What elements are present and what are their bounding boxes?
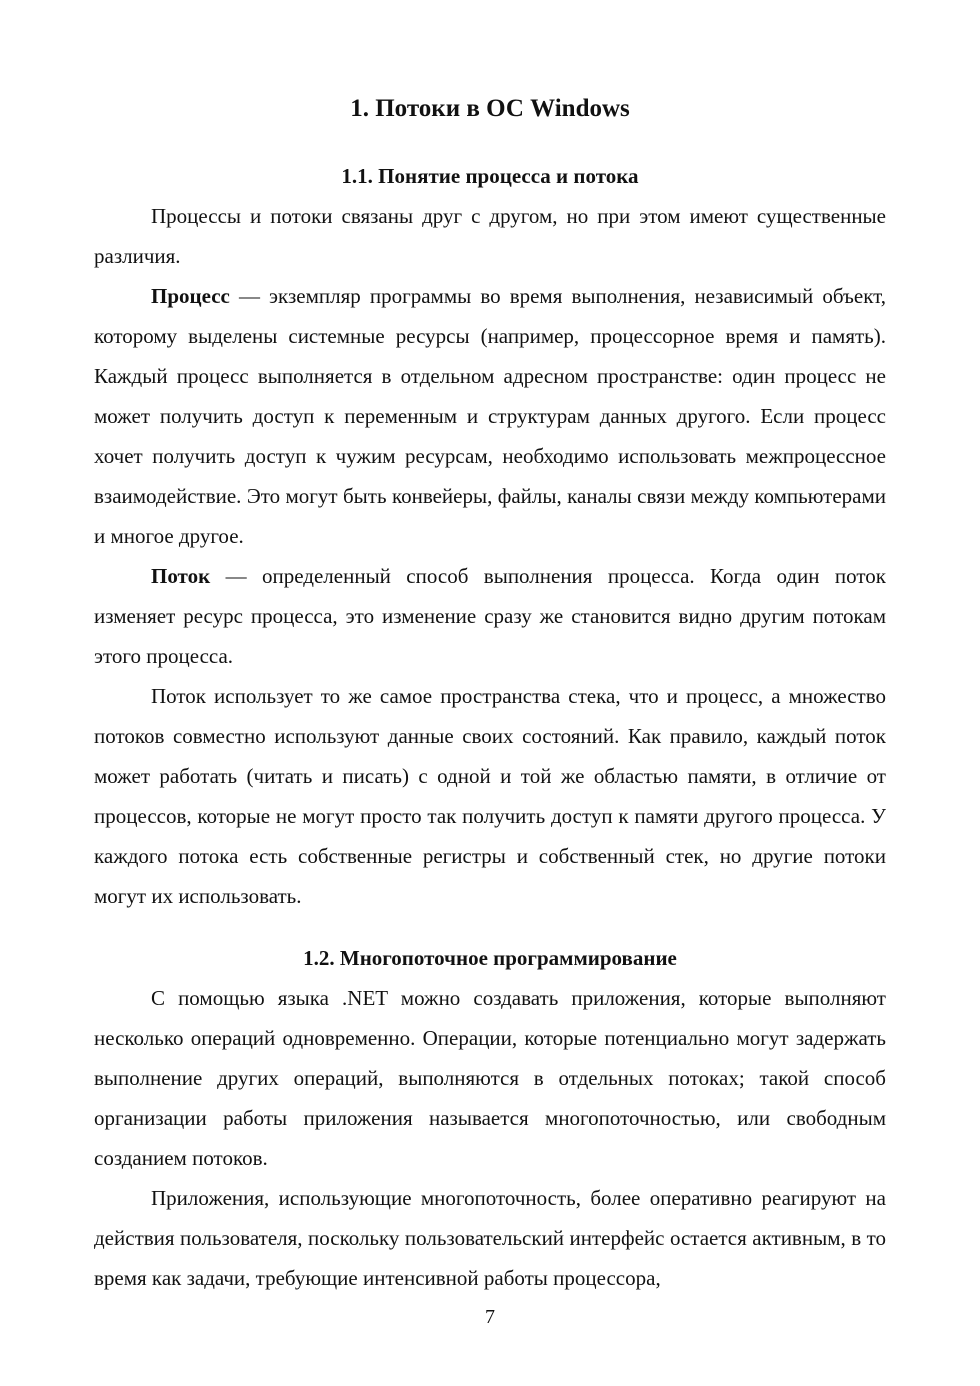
section-title-1-2: 1.2. Многопоточное программирование [303, 946, 677, 970]
paragraph-multithreading-net: С помощью языка .NET можно создавать приложения, которые выполняют несколько операций одновременно. Операции, которые потенциально могут задержать выполнение других операций, выполняются в отдельных потоках; такой способ организации работы приложения называется многопоточностью, или свободным созданием потоков. [94, 986, 886, 1170]
thread-definition-text: — определенный способ выполнения процесса. Когда один поток изменяет ресурс процесса, это изменение сразу же становится видно другим потокам этого процесса. [94, 564, 886, 668]
page-number: 7 [485, 1306, 495, 1328]
term-thread: Поток [151, 564, 211, 588]
process-definition-text: — экземпляр программы во время выполнения, независимый объект, которому выделены системные ресурсы (например, процессорное время и память). Каждый процесс выполняется в отдельном адресном пространстве: один процесс не может получить доступ к переменным и структурам данных другого. Если процесс хочет получить доступ к чужим ресурсам, необходимо использовать межпроцессное взаимодействие. Это могут быть конвейеры, файлы, каналы связи между компьютерами и многое другое. [94, 284, 886, 548]
section-title-1-1: 1.1. Понятие процесса и потока [341, 164, 639, 188]
paragraph-intro: Процессы и потоки связаны друг с другом, но при этом имеют существенные различия. [94, 204, 886, 268]
paragraph-process-definition [94, 276, 886, 556]
chapter-title: 1. Потоки в ОС Windows [350, 95, 630, 122]
page-content [94, 88, 886, 1298]
paragraph-thread-stack: Поток использует то же самое пространства стека, что и процесс, а множество потоков совместно используют данные своих состояний. Как правило, каждый поток может работать (читать и писать) с одной и той же областью памяти, в отличие от процессов, которые не могут просто так получить доступ к памяти другого процесса. У каждого потока есть собственные регистры и собственный стек, но другие потоки могут их использовать. [94, 684, 886, 908]
term-process: Процесс [151, 284, 230, 308]
paragraph-multithreading-benefits: Приложения, использующие многопоточность, более оперативно реагируют на действия пользователя, поскольку пользовательский интерфейс остается активным, в то время как задачи, требующие интенсивной работы процессора, [94, 1186, 886, 1290]
paragraph-thread-definition [94, 556, 886, 676]
